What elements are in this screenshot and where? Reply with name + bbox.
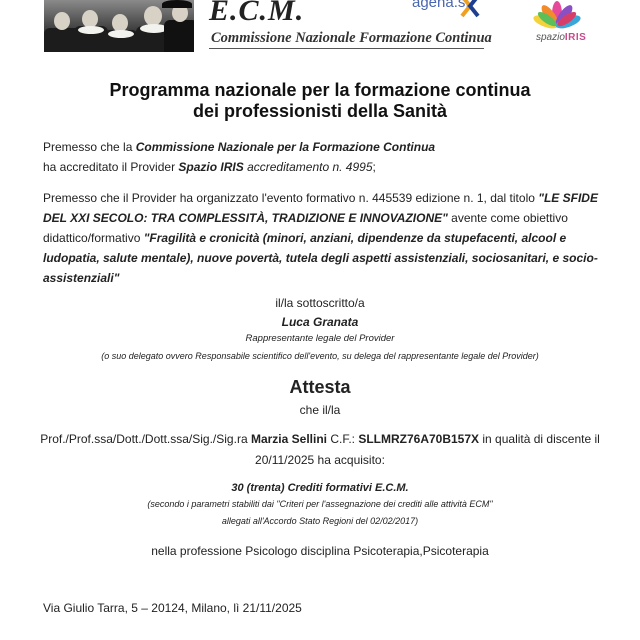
credits-note-2: allegati all'Accordo Stato Regioni del 02/02/2017) (221, 516, 419, 526)
attesta-heading: Attesta (289, 377, 351, 397)
cf-label: C.F.: (326, 432, 359, 446)
signatory-role: Rappresentante legale del Provider (245, 333, 395, 344)
premise1-prefix: Premesso che la (43, 140, 136, 154)
agenas-logo-icon (458, 0, 482, 18)
iris-flower-logo (522, 0, 592, 54)
participant-role: in qualità di discente il (479, 432, 600, 446)
certificate-header (0, 0, 640, 58)
figure-body (164, 20, 194, 52)
figure-head (54, 12, 70, 30)
ecm-subtitle: Commissione Nazionale Formazione Continua (211, 30, 492, 46)
ecm-underline (209, 48, 484, 49)
title-line-2: dei professionisti della Sanità (192, 101, 448, 121)
premise-event (43, 188, 598, 288)
event-title: "LE SFIDE DEL XXI SECOLO: TRA COMPLESSITÀ, TRADIZIONE E INNOVAZIONE" (43, 191, 598, 225)
premise-commission (43, 137, 598, 177)
participant-date-line: 20/11/2025 ha acquisito: (255, 453, 385, 467)
participant-name: Marzia Sellini (250, 432, 327, 446)
agenas-logo-text: agena.s. (412, 0, 470, 11)
figure-hat (162, 0, 192, 8)
figure-collar (108, 30, 134, 38)
premise1-line2: ha accreditato il Provider (43, 160, 179, 174)
credits-main: 30 (trenta) Crediti formativi E.C.M. (231, 482, 409, 494)
signatory-name: Luca Granata (281, 315, 359, 329)
title-line-1: Programma nazionale per la formazione continua (109, 80, 531, 100)
participant-titles: Prof./Prof.ssa/Dott./Dott.ssa/Sig./Sig.ra (40, 432, 251, 446)
iris-name: IRIS (564, 32, 587, 43)
ecm-painting-logo (44, 0, 194, 52)
figure-collar (78, 26, 104, 34)
fiscal-code: SLLMRZ76A70B157X (358, 432, 480, 446)
signatory-intro: il/la sottoscritto/a (275, 296, 365, 310)
participant-line (0, 432, 640, 446)
attesta-che: che il/la (299, 403, 341, 417)
event-objective: "Fragilità e cronicità (minori, anziani, dipendenze da stupefacenti, alcool e ludopatia, salute mentale), nuove povertà, tutela degli aspetti assistenziali, sociosanitari, e socio-assistenziali" (43, 231, 598, 285)
profession-line: nella professione Psicologo disciplina Psicoterapia,Psicoterapia (151, 544, 489, 558)
iris-logo-text (536, 32, 586, 43)
premise1-suffix: ; (372, 160, 376, 174)
credits-note-1: (secondo i parametri stabiliti dai "Criteri per l'assegnazione dei crediti alle attività ECM" (147, 499, 493, 509)
page-title (0, 80, 640, 122)
ecm-title: E.C.M. (209, 0, 305, 27)
provider-name: Spazio IRIS (178, 160, 244, 174)
footer-address: Via Giulio Tarra, 5 – 20124, Milano, lì 21/11/2025 (43, 601, 302, 615)
premise2-middle: avente come obiettivo didattico/formativo (43, 211, 568, 245)
accreditation-number: accreditamento n. 4995 (243, 160, 373, 174)
commission-name: Commissione Nazionale per la Formazione Continua (135, 140, 436, 154)
signatory-note: (o suo delegato ovvero Responsabile scientifico dell'evento, su delega del rappresentante legale del Provider) (101, 351, 539, 361)
figure-head (144, 6, 162, 26)
premise2-prefix: Premesso che il Provider ha organizzato l'evento formativo n. 445539 edizione n. 1, dal titolo (43, 191, 539, 205)
iris-prefix: spazio (536, 32, 565, 43)
